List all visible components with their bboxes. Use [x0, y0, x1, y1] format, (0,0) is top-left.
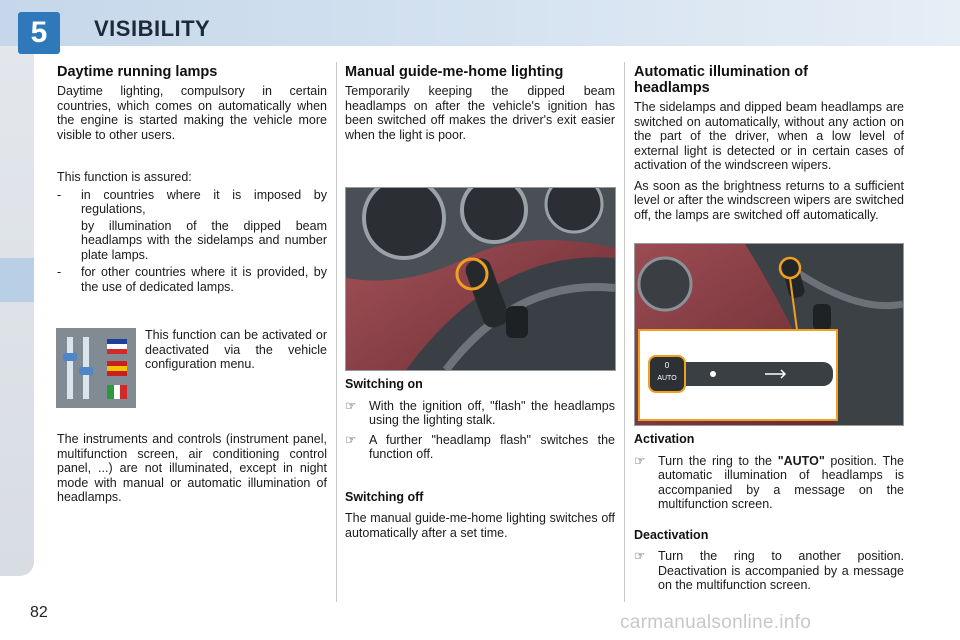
side-band	[0, 46, 34, 576]
page-number: 82	[30, 604, 48, 621]
middle-column-top	[345, 64, 615, 142]
switch-on-bullet-2: ☞ A further "headlamp flash" switches the function off.	[345, 432, 615, 461]
auto-keyword: "AUTO"	[777, 453, 825, 468]
deactivation-bullet: ☞ Turn the ring to another position. Deactivation is accompanied by a message on the multifunction screen.	[634, 549, 904, 592]
right-column-top	[634, 64, 904, 222]
right-column-bottom	[634, 432, 904, 593]
dash-marker: -	[57, 187, 62, 202]
stalk-off-label: 0	[664, 361, 670, 370]
config-text: This function can be activated or deactivated via the vehicle configuration menu.	[145, 328, 327, 371]
auto-illumination-para2: As soon as the brightness returns to a sufficient level or after the windscreen wipers are switched off, the lamps are switched off automatically.	[634, 178, 904, 222]
config-text-block	[145, 328, 327, 372]
instruments-text-block	[57, 432, 327, 505]
pointing-hand-icon: ☞	[634, 453, 646, 468]
dashboard-stalk-image	[345, 187, 616, 371]
switch-off-text: The manual guide-me-home lighting switches off automatically after a set time.	[345, 511, 615, 540]
column-divider-2	[624, 62, 625, 602]
pointing-hand-icon: ☞	[345, 432, 357, 447]
switching-on-heading: Switching on	[345, 377, 423, 391]
deactivation-heading: Deactivation	[634, 527, 709, 542]
instruments-text: The instruments and controls (instrument panel, multifunction screen, air conditioning control panel, ...) are not illuminated, except in night mode with manual or automatic illumination of headlamps.	[57, 432, 327, 504]
daytime-intro: Daytime lighting, compulsory in certain countries, which comes on automatically when the engine is started making the vehicle more visible to other users.	[57, 84, 327, 142]
stalk-auto-label: AUTO	[657, 375, 677, 382]
guide-me-home-heading: Manual guide-me-home lighting	[345, 64, 564, 80]
pointing-hand-icon: ☞	[345, 398, 357, 413]
switch-on-bullet-1: ☞ With the ignition off, "flash" the headlamps using the lighting stalk.	[345, 398, 615, 427]
configuration-menu-icon	[56, 328, 136, 408]
guide-me-home-intro: Temporarily keeping the dipped beam headlamps on after the vehicle's ignition has been switched off makes the driver's exit easier when the light is poor.	[345, 84, 615, 142]
bullet-regulations: - in countries where it is imposed by regulations,	[57, 187, 327, 216]
bullet-other-countries: - for other countries where it is provided, by the use of dedicated lamps.	[57, 265, 327, 294]
pointing-hand-icon: ☞	[634, 549, 646, 563]
activation-bullet: ☞ Turn the ring to the "AUTO" position. The automatic illumination of headlamps is accompanied by a message on the multifunction screen.	[634, 453, 904, 511]
side-band-marker	[0, 258, 34, 302]
left-column	[57, 64, 327, 294]
watermark: carmanualsonline.info	[620, 612, 812, 633]
chapter-number: 5	[18, 12, 60, 54]
middle-column-bottom	[345, 377, 615, 540]
lighting-stalk-image	[634, 243, 904, 426]
column-divider-1	[336, 62, 337, 602]
switching-off-heading: Switching off	[345, 489, 424, 504]
activation-heading: Activation	[634, 432, 695, 446]
auto-illumination-heading: Automatic illumination of headlamps	[634, 64, 808, 96]
chapter-title: VISIBILITY	[94, 16, 211, 41]
auto-illumination-intro: The sidelamps and dipped beam headlamps are switched on automatically, without any action on the part of the driver, when a low level of external light is detected or in certain cases of activation of the windscreen wipers.	[634, 100, 904, 172]
dash-marker: -	[57, 265, 62, 279]
assured-text: This function is assured:	[57, 170, 192, 184]
bullet-regulations-detail: by illumination of the dipped beam headlamps with the sidelamps and number plate lamps.	[81, 218, 327, 262]
daytime-heading: Daytime running lamps	[57, 64, 218, 80]
